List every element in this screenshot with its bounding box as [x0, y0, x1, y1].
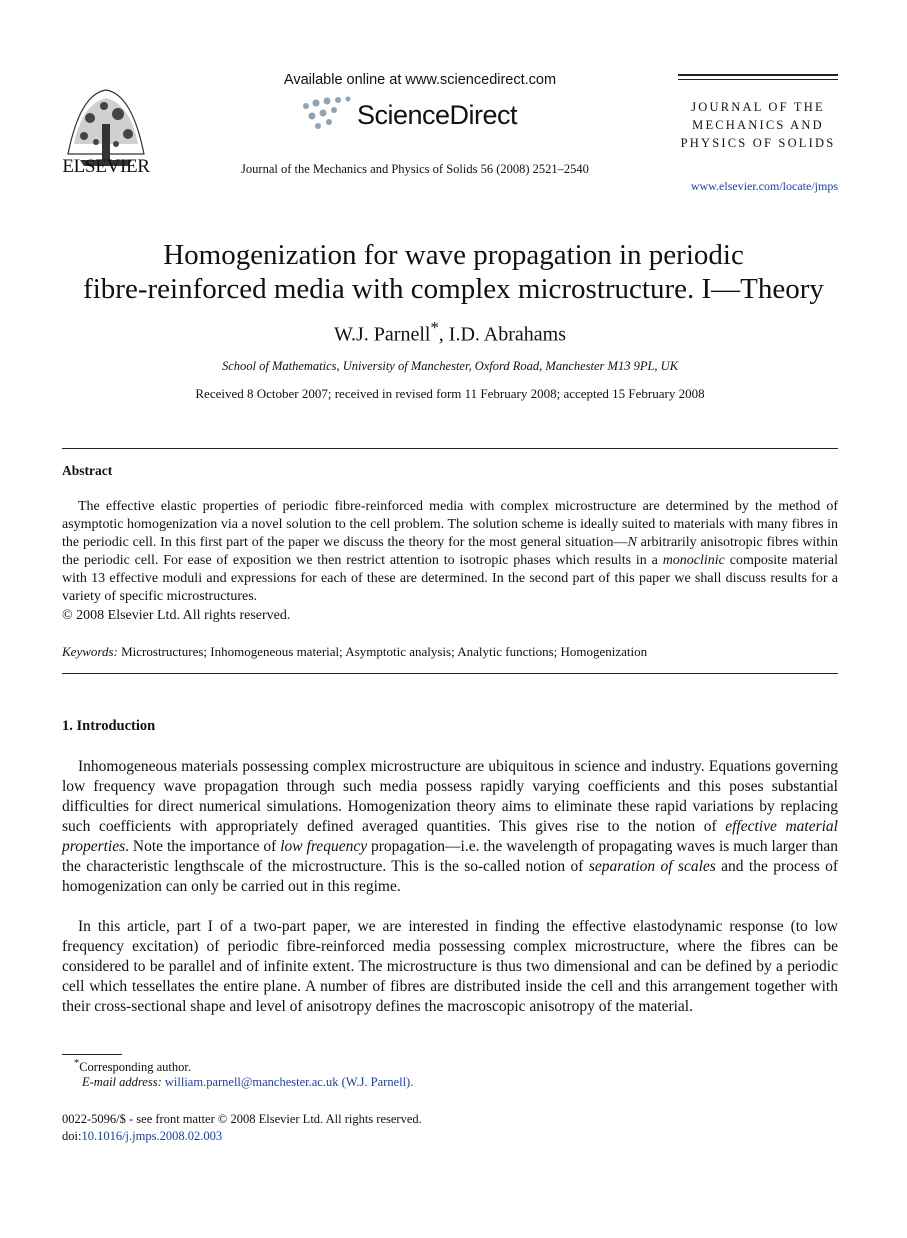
journal-title-block — [672, 98, 844, 152]
divider — [62, 673, 838, 674]
paragraph-text: and the process of homogenization can only be carried out in this regime. — [62, 858, 839, 895]
affiliation: School of Mathematics, University of Manchester, Oxford Road, Manchester M13 9PL, UK — [221, 359, 679, 373]
publisher-name: ELSEVIER — [62, 156, 150, 177]
doi-link[interactable]: 10.1016/j.jmps.2008.02.003 — [81, 1129, 223, 1143]
abstract-heading: Abstract — [62, 463, 113, 478]
email-link[interactable]: william.parnell@manchester.ac.uk (W.J. Parnell). — [161, 1075, 414, 1089]
keywords-label: Keywords: — [62, 644, 118, 659]
paragraph-text: propagation—i.e. the wavelength of propagating waves is much larger than the characteristic lengthscale of the microstructure. This is the so-called notion of — [62, 838, 838, 875]
article-dates: Received 8 October 2007; received in revised form 11 February 2008; accepted 15 February 2008 — [195, 386, 705, 401]
abstract-text-italic: monoclinic — [662, 553, 725, 568]
author-name[interactable]: W.J. Parnell — [333, 323, 431, 346]
author-name[interactable]: I.D. Abrahams — [448, 323, 566, 346]
paragraph-emphasis: effective material properties — [62, 818, 838, 855]
footnote-rule — [62, 1054, 122, 1055]
sciencedirect-wordmark: ScienceDirect — [357, 100, 518, 130]
corresponding-author-mark: * — [430, 318, 439, 337]
paper-title — [40, 238, 867, 306]
keywords-list: Microstructures; Inhomogeneous material; Asymptotic analysis; Analytic functions; Homogenization — [117, 644, 648, 659]
journal-title-line: MECHANICS AND — [692, 118, 824, 132]
authors — [100, 318, 800, 347]
paragraph-emphasis: separation of scales — [588, 858, 716, 875]
divider — [62, 448, 838, 449]
footnote-mark: * — [74, 1058, 80, 1069]
abstract-text-part: composite material with 13 effective moduli and expressions for each of these are determined. In the second part of this paper we shall discuss results for a variety of specific microstructures. — [62, 553, 838, 604]
body-paragraph — [62, 757, 838, 897]
section-heading: 1. Introduction — [62, 718, 156, 734]
journal-title-line: JOURNAL OF THE — [691, 100, 825, 114]
issn-line: 0022-5096/$ - see front matter © 2008 Elsevier Ltd. All rights reserved. — [62, 1112, 422, 1126]
paper-title-line: Homogenization for wave propagation in periodic — [163, 239, 744, 271]
journal-title-rule — [678, 74, 838, 76]
paragraph-emphasis: low frequency — [280, 838, 368, 855]
email-label: E-mail address: — [82, 1075, 162, 1089]
abstract-text-italic: N — [627, 535, 637, 550]
journal-reference: Journal of the Mechanics and Physics of Solids 56 (2008) 2521–2540 — [241, 162, 589, 176]
doi-line — [62, 1129, 222, 1144]
email-note — [82, 1075, 413, 1090]
abstract-text-part: The effective elastic properties of periodic fibre-reinforced media with complex microstructure are determined by the method of asymptotic homogenization via a novel solution to the cell problem. The solution scheme is ideally suited to materials with many fibres in the periodic cell. In this first part of the paper we discuss the theory for the most general situation— — [62, 499, 838, 550]
author-separator: , — [438, 323, 449, 346]
abstract-text-part: arbitrarily anisotropic fibres within the periodic cell. For ease of exposition we then restrict attention to isotropic phases which results in a — [62, 535, 839, 568]
journal-title-rule-thin — [678, 79, 838, 80]
paper-title-line: fibre-reinforced media with complex microstructure. I—Theory — [83, 273, 824, 305]
paragraph-text: Inhomogeneous materials possessing complex microstructure are ubiquitous in science and industry. Equations governing low frequency wave propagation through such media possess rapidly varying coefficients and this poses substantial difficulties for direct numerical simulations. Homogenization theory aims to eliminate these rapid variations by replacing such coefficients with appropriately defined averaged quantities. This gives rise to the notion of — [62, 758, 838, 835]
abstract-copyright: © 2008 Elsevier Ltd. All rights reserved. — [62, 608, 291, 623]
abstract-text — [62, 498, 838, 606]
journal-url-link[interactable]: www.elsevier.com/locate/jmps — [690, 179, 838, 193]
paragraph-text: . Note the importance of — [125, 838, 281, 855]
doi-label: doi: — [62, 1129, 82, 1143]
footnote-text: Corresponding author. — [79, 1060, 191, 1075]
available-online-text: Available online at www.sciencedirect.com — [283, 72, 557, 88]
journal-title-line: PHYSICS OF SOLIDS — [680, 136, 836, 150]
corresponding-author-note — [74, 1058, 191, 1075]
body-paragraph: In this article, part I of a two-part paper, we are interested in finding the effective elastodynamic response (to low frequency excitation) of periodic fibre-reinforced media possessing complex microstructure, where the fibres can be considered to be parallel and of infinite extent. The microstructure is thus two dimensional and can be defined by a periodic cell which tessellates the entire plane. A number of fibres are distributed inside the cell and this arrangement together with their cross-sectional shape and level of anisotropy defines the macroscopic anisotropy of the material. — [62, 918, 838, 1015]
keywords — [62, 644, 838, 660]
